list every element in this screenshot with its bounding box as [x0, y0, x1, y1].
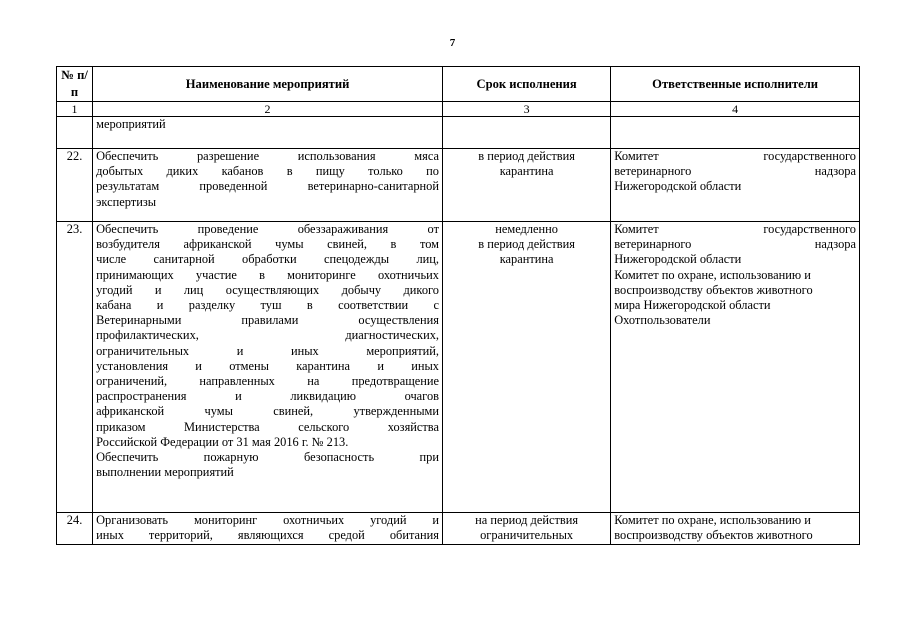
responsible-text: Комитет государственного ветеринарного надзора Нижегородской области: [611, 149, 860, 222]
column-index: 3: [443, 102, 611, 117]
page-number: 7: [449, 37, 456, 49]
row-number: [57, 117, 93, 149]
term-text: немедленно в период действия карантина: [443, 222, 611, 513]
term-text: [443, 117, 611, 149]
table-row: [57, 222, 860, 513]
row-number: 22.: [57, 149, 93, 222]
responsible-text: Комитет государственного ветеринарного надзора Нижегородской области Комитет по охране, использованию и воспроизводству объектов животного мира Нижегородской области Охотпользователи: [611, 222, 860, 513]
header-term: Срок исполнения: [443, 67, 611, 102]
table-row: [57, 513, 860, 545]
header-num: № п/п: [57, 67, 93, 102]
measure-text: Обеспечить разрешение использования мяса добытых диких кабанов в пищу только по результатам проведенной ветеринарно-санитарной экспертизы: [93, 149, 443, 222]
row-number: 24.: [57, 513, 93, 545]
measure-text: Обеспечить проведение обеззараживания от возбудителя африканской чумы свиней, в том числе санитарной обработки спецодежды лиц, принимающих участие в мониторинге охотничьих угодий и лиц осуществляющих добычу дикого кабана и разделку туш в соответствии с Ветеринарными правилами осуществления профилактических, диагностических, ограничительных и иных мероприятий, установления и отмены карантина и иных ограничений, направленных на предотвращение распространения и ликвидацию очагов африканской чумы свиней, утвержденными приказом Министерства сельского хозяйства Российской Федерации от 31 мая 2016 г. № 213. Обеспечить пожарную безопасность при выполнении мероприятий: [93, 222, 443, 513]
responsible-text: [611, 117, 860, 149]
responsible-text: Комитет по охране, использованию и воспроизводству объектов животного: [611, 513, 860, 545]
header-responsible: Ответственные исполнители: [611, 67, 860, 102]
table-row: [57, 117, 860, 149]
column-index-row: [57, 102, 860, 117]
table-header-row: [57, 67, 860, 102]
column-index: 4: [611, 102, 860, 117]
header-measures: Наименование мероприятий: [93, 67, 443, 102]
column-index: 2: [93, 102, 443, 117]
measure-text: Организовать мониторинг охотничьих угодий и иных территорий, являющихся средой обитания: [93, 513, 443, 545]
measures-table: [56, 66, 860, 545]
term-text: на период действия ограничительных: [443, 513, 611, 545]
term-text: в период действия карантина: [443, 149, 611, 222]
column-index: 1: [57, 102, 93, 117]
row-number: 23.: [57, 222, 93, 513]
table-row: [57, 149, 860, 222]
measure-text: мероприятий: [93, 117, 443, 149]
